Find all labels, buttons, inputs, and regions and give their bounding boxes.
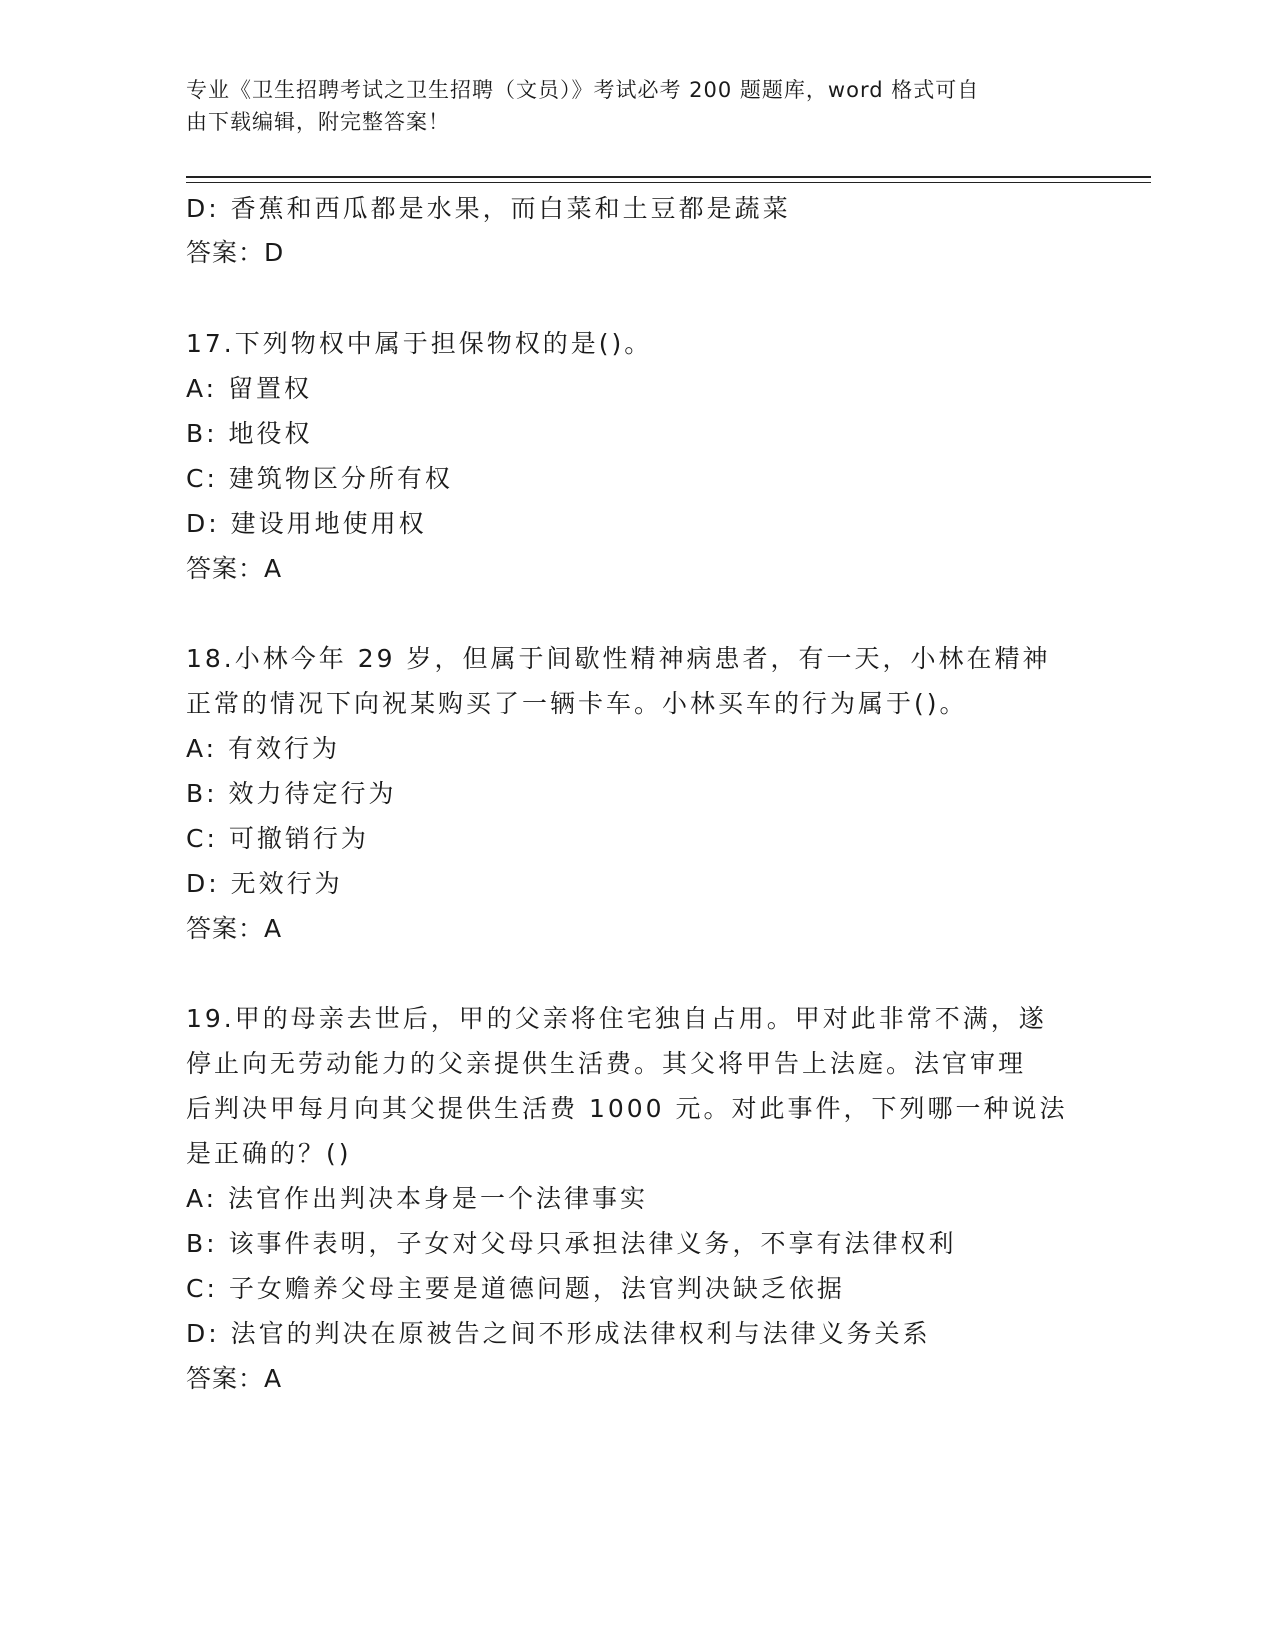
q17-option-c: C: 建筑物区分所有权 bbox=[186, 464, 453, 493]
q18-option-d: D: 无效行为 bbox=[186, 869, 343, 898]
q19-answer: 答案：A bbox=[186, 1364, 283, 1393]
q17-option-b: B: 地役权 bbox=[186, 419, 313, 448]
header-divider-thick bbox=[186, 176, 1151, 178]
q17-option-d: D: 建设用地使用权 bbox=[186, 509, 427, 538]
q19-option-c: C: 子女赡养父母主要是道德问题，法官判决缺乏依据 bbox=[186, 1274, 845, 1303]
q17-option-a: A: 留置权 bbox=[186, 374, 313, 403]
q16-option-d: D: 香蕉和西瓜都是水果，而白菜和土豆都是蔬菜 bbox=[186, 194, 791, 223]
q18-stem-line-1: 18.小林今年 29 岁，但属于间歇性精神病患者，有一天，小林在精神 bbox=[186, 644, 1051, 673]
q19-option-b: B: 该事件表明，子女对父母只承担法律义务，不享有法律权利 bbox=[186, 1229, 957, 1258]
q18-option-a: A: 有效行为 bbox=[186, 734, 341, 763]
header-line-2: 由下载编辑，附完整答案！ bbox=[186, 110, 450, 134]
q18-option-b: B: 效力待定行为 bbox=[186, 779, 397, 808]
q18-stem-line-2: 正常的情况下向祝某购买了一辆卡车。小林买车的行为属于()。 bbox=[186, 689, 968, 718]
q19-option-a: A: 法官作出判决本身是一个法律事实 bbox=[186, 1184, 649, 1213]
q18-option-c: C: 可撤销行为 bbox=[186, 824, 369, 853]
q19-stem-line-1: 19.甲的母亲去世后，甲的父亲将住宅独自占用。甲对此非常不满，遂 bbox=[186, 1004, 1047, 1033]
q18-answer: 答案：A bbox=[186, 914, 283, 943]
q17-stem: 17.下列物权中属于担保物权的是()。 bbox=[186, 329, 653, 358]
q19-stem-line-2: 停止向无劳动能力的父亲提供生活费。其父将甲告上法庭。法官审理 bbox=[186, 1049, 1027, 1078]
q19-option-d: D: 法官的判决在原被告之间不形成法律权利与法律义务关系 bbox=[186, 1319, 931, 1348]
q19-stem-line-3: 后判决甲每月向其父提供生活费 1000 元。对此事件，下列哪一种说法 bbox=[186, 1094, 1068, 1123]
q16-answer: 答案：D bbox=[186, 238, 285, 267]
header-divider-thin bbox=[186, 182, 1151, 183]
header-line-1: 专业《卫生招聘考试之卫生招聘（文员）》考试必考 200 题题库，word 格式可自 bbox=[186, 78, 980, 102]
q17-answer: 答案：A bbox=[186, 554, 283, 583]
q19-stem-line-4: 是正确的？() bbox=[186, 1139, 352, 1168]
page-header bbox=[186, 74, 1086, 138]
